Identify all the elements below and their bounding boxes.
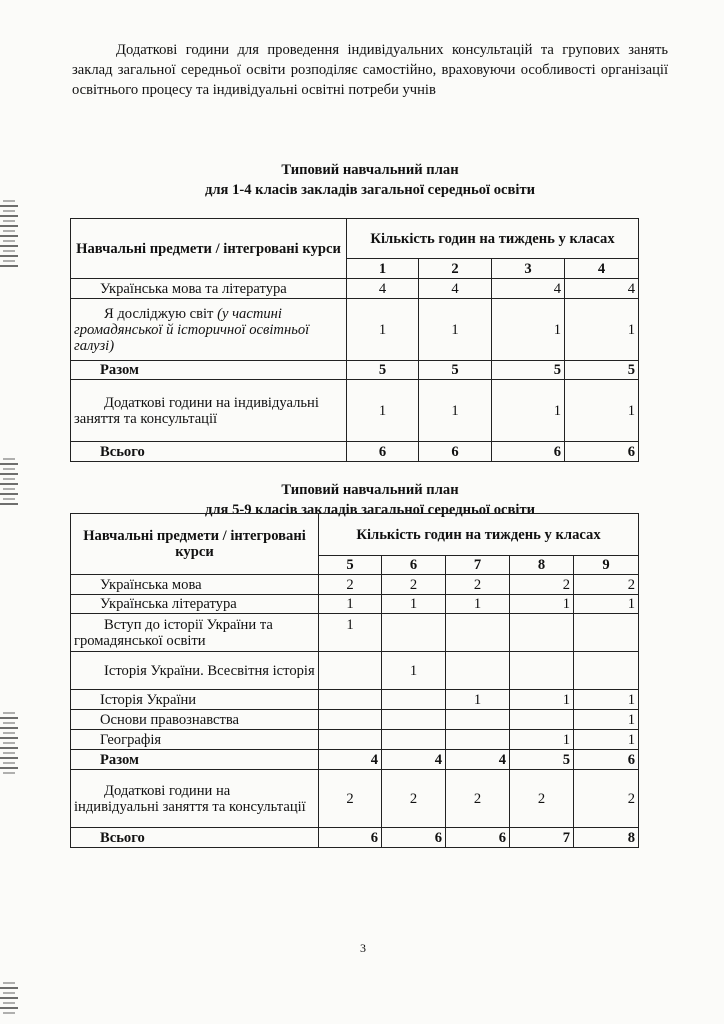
total-row [71,361,639,380]
hours-cell: 1 [446,595,510,614]
hours-cell: 1 [319,614,382,652]
total-cell: 6 [574,750,639,770]
plan1-title-line1: Типовий навчальний план [281,162,459,178]
scan-mark [0,458,18,508]
subject-cell [71,299,347,361]
subject-cell: Історія України. Всесвітня історія [71,652,319,690]
hours-cell: 1 [419,299,492,361]
hours-cell: 2 [382,575,446,595]
table-row [71,710,639,730]
hours-cell [382,730,446,750]
subject-cell: Історія України [71,690,319,710]
extra-cell: 1 [492,380,565,442]
plan2-title-line2: для 5-9 класів закладів загальної середньої освіти [204,502,536,518]
hours-cell: 1 [382,595,446,614]
hours-cell: 1 [446,690,510,710]
extra-label: Додаткові години на індивідуальні заняття та консультації [71,380,347,442]
hours-cell [319,652,382,690]
subject-cell: Українська література [71,595,319,614]
total-label: Разом [71,750,319,770]
table-row [71,652,639,690]
extra-cell: 1 [347,380,419,442]
table-row [71,595,639,614]
total-cell: 5 [347,361,419,380]
plan1-title [70,160,670,200]
hours-cell: 1 [492,299,565,361]
subject-cell: Вступ до історії України та громадянської освіти [71,614,319,652]
plan2-header-subject: Навчальні предмети / інтегровані курси [71,514,319,575]
grand-total-cell: 6 [347,442,419,462]
hours-cell: 1 [347,299,419,361]
plan2-header-hours: Кількість годин на тиждень у класах [319,514,639,556]
extra-cell: 2 [510,770,574,828]
total-cell: 5 [510,750,574,770]
hours-cell [574,652,639,690]
scan-mark [0,982,18,1017]
intro-paragraph: Додаткові години для проведення індивідуальних консультацій та групових занять заклад загальної середньої освіти розподіляє самостійно, враховуючи особливості організації освітнього процесу та індивідуальні освітні потреби учнів [72,42,668,98]
subject-cell: Основи правознавства [71,710,319,730]
plan1-table [70,218,639,462]
hours-cell [382,614,446,652]
grand-total-cell: 6 [565,442,639,462]
page-number: 3 [360,941,366,955]
extra-label: Додаткові години на індивідуальні заняття та консультації [71,770,319,828]
grand-total-cell: 8 [574,828,639,848]
hours-cell: 2 [446,575,510,595]
hours-cell: 1 [574,730,639,750]
plan1-title-line2: для 1-4 класів закладів загальної середньої освіти [204,182,536,198]
subject-name: Я досліджую світ [104,305,214,322]
extra-row [71,770,639,828]
total-cell: 5 [565,361,639,380]
scan-mark [0,200,18,270]
hours-cell: 2 [319,575,382,595]
plan1-grade: 4 [565,259,639,279]
hours-cell [382,710,446,730]
subject-cell: Українська мова та література [71,279,347,299]
plan2-grade: 5 [319,556,382,575]
total-cell: 4 [446,750,510,770]
plan1-header-subject: Навчальні предмети / інтегровані курси [71,219,347,279]
hours-cell: 1 [574,595,639,614]
total-cell: 4 [319,750,382,770]
extra-cell: 1 [419,380,492,442]
hours-cell: 1 [382,652,446,690]
subject-cell: Географія [71,730,319,750]
hours-cell: 1 [574,690,639,710]
hours-cell [446,652,510,690]
hours-cell [446,730,510,750]
hours-cell [319,690,382,710]
plan1-grade: 1 [347,259,419,279]
grand-total-cell: 6 [419,442,492,462]
total-cell: 5 [492,361,565,380]
hours-cell: 1 [510,690,574,710]
total-cell: 5 [419,361,492,380]
grand-total-cell: 7 [510,828,574,848]
plan2-grade: 6 [382,556,446,575]
plan1-grade: 3 [492,259,565,279]
hours-cell [510,614,574,652]
hours-cell: 2 [574,575,639,595]
plan2-grade: 7 [446,556,510,575]
plan2-grade: 8 [510,556,574,575]
table-row [71,730,639,750]
extra-cell: 2 [446,770,510,828]
hours-cell: 1 [574,710,639,730]
plan1-header-hours: Кількість годин на тиждень у класах [347,219,639,259]
extra-cell: 2 [319,770,382,828]
plan2-grade: 9 [574,556,639,575]
grand-total-label: Всього [71,828,319,848]
subject-note: (у частині громадянської й історичної освітньої галузі) [74,305,310,354]
extra-cell: 1 [565,380,639,442]
extra-row [71,380,639,442]
plan2-table [70,513,639,848]
grand-total-cell: 6 [382,828,446,848]
table-row [71,299,639,361]
subject-cell: Українська мова [71,575,319,595]
plan1-grade: 2 [419,259,492,279]
table-row [71,690,639,710]
grand-total-cell: 6 [446,828,510,848]
grand-total-cell: 6 [492,442,565,462]
grand-total-row [71,828,639,848]
hours-cell: 1 [565,299,639,361]
hours-cell [574,614,639,652]
extra-cell: 2 [574,770,639,828]
hours-cell: 1 [510,595,574,614]
table-row [71,614,639,652]
total-row [71,750,639,770]
hours-cell [446,614,510,652]
hours-cell [319,730,382,750]
plan2-title-line1: Типовий навчальний план [281,482,459,498]
grand-total-row [71,442,639,462]
scan-mark [0,712,18,777]
hours-cell [382,690,446,710]
table-row [71,575,639,595]
hours-cell: 4 [419,279,492,299]
hours-cell [510,710,574,730]
hours-cell: 4 [565,279,639,299]
extra-cell: 2 [382,770,446,828]
hours-cell: 1 [510,730,574,750]
grand-total-cell: 6 [319,828,382,848]
hours-cell: 2 [510,575,574,595]
hours-cell: 4 [492,279,565,299]
total-cell: 4 [382,750,446,770]
total-label: Разом [71,361,347,380]
hours-cell [446,710,510,730]
hours-cell [319,710,382,730]
hours-cell: 1 [319,595,382,614]
hours-cell [510,652,574,690]
table-row [71,279,639,299]
hours-cell: 4 [347,279,419,299]
grand-total-label: Всього [71,442,347,462]
